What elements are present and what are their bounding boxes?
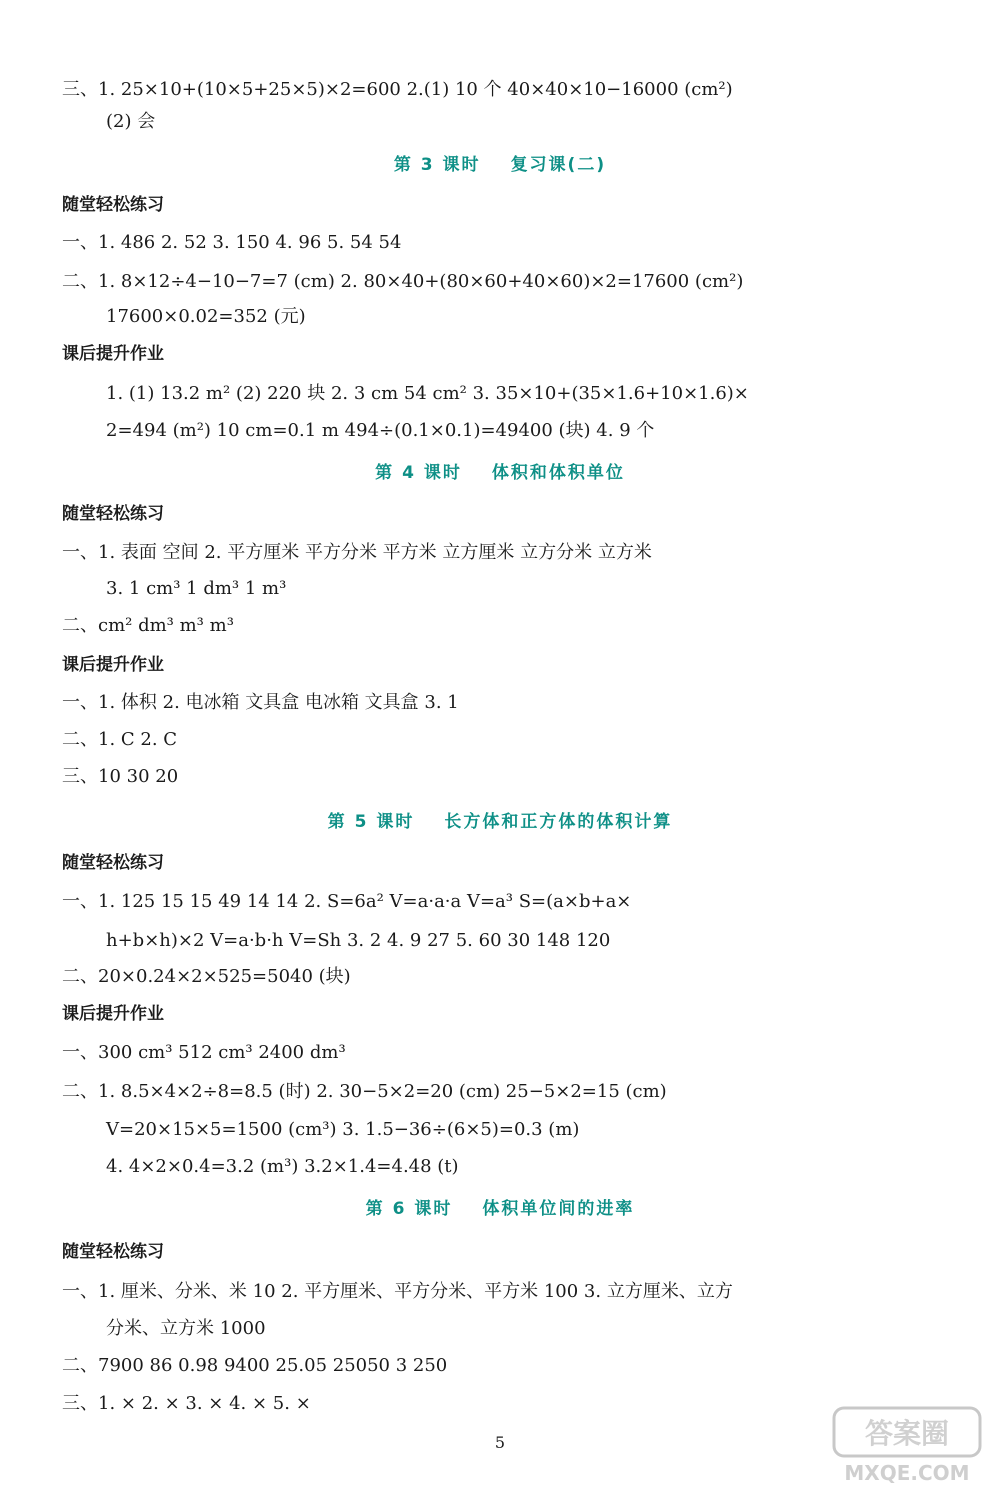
section-label: 随堂轻松练习 [62,195,164,215]
answer-line: 二、7900 86 0.98 9400 25.05 25050 3 250 [62,1355,448,1376]
section-label: 随堂轻松练习 [62,504,164,524]
answer-line: 一、1. 表面 空间 2. 平方厘米 平方分米 平方米 立方厘米 立方分米 立方米 [62,542,652,563]
answer-line: (2) 会 [106,111,156,132]
page-number: 5 [494,1433,506,1452]
answer-line: 一、1. 486 2. 52 3. 150 4. 96 5. 54 54 [62,232,402,253]
watermark-text: MXQE.COM [844,1461,970,1485]
watermark-logo-text: 答案圈 [864,1417,950,1450]
section-label: 课后提升作业 [62,1004,164,1024]
section-label: 课后提升作业 [62,344,164,364]
answer-line: 二、1. 8.5×4×2÷8=8.5 (时) 2. 30−5×2=20 (cm) 25−5×2=15 (cm) [62,1081,667,1102]
lesson-title: 第 3 课时 复习课(二) [393,155,607,175]
answer-line: 一、1. 厘米、分米、米 10 2. 平方厘米、平方分米、平方米 100 3. 立方厘米、立方 [62,1281,733,1302]
answer-line: 二、cm² dm³ m³ m³ [62,615,234,636]
answer-line: 3. 1 cm³ 1 dm³ 1 m³ [106,578,287,599]
lesson-title: 第 5 课时 长方体和正方体的体积计算 [327,812,673,832]
answer-line: 一、1. 125 15 15 49 14 14 2. S=6a² V=a·a·a V=a³ S=(a×b+a× [62,891,632,912]
lesson-title: 第 4 课时 体积和体积单位 [375,463,625,483]
answer-line: 2=494 (m²) 10 cm=0.1 m 494÷(0.1×0.1)=49400 (块) 4. 9 个 [106,420,655,441]
answer-line: 4. 4×2×0.4=3.2 (m³) 3.2×1.4=4.48 (t) [106,1156,459,1177]
answer-line: V=20×15×5=1500 (cm³) 3. 1.5−36÷(6×5)=0.3 (m) [106,1119,580,1140]
answer-line: 一、1. 体积 2. 电冰箱 文具盒 电冰箱 文具盒 3. 1 [62,692,459,713]
answer-line: h+b×h)×2 V=a·b·h V=Sh 3. 2 4. 9 27 5. 60 30 148 120 [106,930,611,951]
answer-line: 二、1. C 2. C [62,729,178,750]
section-label: 随堂轻松练习 [62,1242,164,1262]
answer-line: 三、1. × 2. × 3. × 4. × 5. × [62,1393,311,1414]
answer-line: 17600×0.02=352 (元) [106,306,306,327]
answer-line: 二、20×0.24×2×525=5040 (块) [62,966,351,987]
answer-line: 二、1. 8×12÷4−10−7=7 (cm) 2. 80×40+(80×60+40×60)×2=17600 (cm²) [62,271,744,292]
answer-line: 一、300 cm³ 512 cm³ 2400 dm³ [62,1042,346,1063]
answer-line: 分米、立方米 1000 [106,1318,266,1339]
section-label: 随堂轻松练习 [62,853,164,873]
answer-line: 1. (1) 13.2 m² (2) 220 块 2. 3 cm 54 cm² 3. 35×10+(35×1.6+10×1.6)× [106,383,749,404]
answer-line: 三、1. 25×10+(10×5+25×5)×2=600 2.(1) 10 个 40×40×10−16000 (cm²) [62,79,733,100]
answer-line: 三、10 30 20 [62,766,179,787]
watermark-logo [832,1406,982,1486]
section-label: 课后提升作业 [62,655,164,675]
lesson-title: 第 6 课时 体积单位间的进率 [365,1199,635,1219]
